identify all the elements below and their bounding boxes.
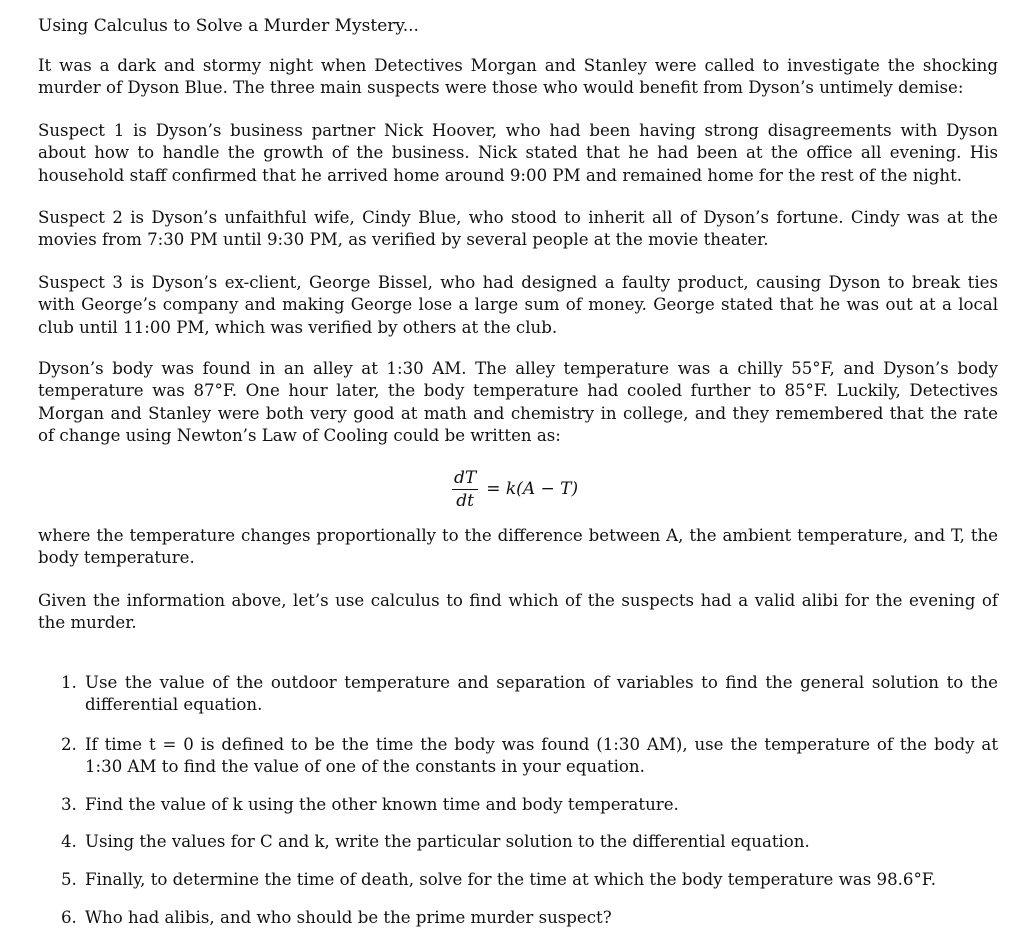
fraction-denominator: dt	[456, 490, 474, 511]
question-number: 1.	[61, 673, 77, 692]
task-paragraph: Given the information above, let’s use calculus to find which of the suspects had a valid alibi for the evening of the murder.	[38, 591, 998, 633]
question-text: If time t = 0 is defined to be the time the body was found (1:30 AM), use the temperature of the body at 1:30 AM to find the value of one of the constants in your equation.	[85, 735, 998, 777]
question-text: Finally, to determine the time of death, solve for the time at which the body temperature was 98.6°F.	[85, 870, 936, 889]
suspect-1-paragraph: Suspect 1 is Dyson’s business partner Nick Hoover, who had been having strong disagreements with Dyson about how to handle the growth of the business. Nick stated that he had been at the office all evening. His household staff confirmed that he arrived home around 9:00 PM and remained home for the rest of the night.	[38, 121, 998, 185]
evidence-paragraph: Dyson’s body was found in an alley at 1:30 AM. The alley temperature was a chilly 55°F, and Dyson’s body temperature was 87°F. One hour later, the body temperature had cooled further to 85°F. Luckily, Detectives Morgan and Stanley were both very good at math and chemistry in college, and they remembered that the rate of change using Newton’s Law of Cooling could be written as:	[38, 359, 998, 446]
derivative-fraction	[452, 468, 478, 511]
question-text: Who had alibis, and who should be the prime murder suspect?	[85, 908, 612, 927]
suspect-3-paragraph: Suspect 3 is Dyson’s ex-client, George Bissel, who had designed a faulty product, causing Dyson to break ties with George’s company and making George lose a large sum of money. George stated that he was out at a local club until 11:00 PM, which was verified by others at the club.	[38, 273, 998, 337]
document-title: Using Calculus to Solve a Murder Mystery...	[38, 16, 419, 36]
intro-paragraph: It was a dark and stormy night when Detectives Morgan and Stanley were called to investigate the shocking murder of Dyson Blue. The three main suspects were those who would benefit from Dyson’s untimely demise:	[38, 56, 998, 98]
question-number: 2.	[61, 735, 77, 754]
equation-right-side: = k(A − T)	[486, 479, 579, 499]
fraction-numerator: dT	[454, 467, 477, 488]
question-number: 6.	[61, 908, 77, 927]
question-number: 3.	[61, 795, 77, 814]
suspect-2-paragraph: Suspect 2 is Dyson’s unfaithful wife, Cindy Blue, who stood to inherit all of Dyson’s fortune. Cindy was at the movies from 7:30 PM until 9:30 PM, as verified by several people at the movie theater.	[38, 208, 998, 250]
question-number: 5.	[61, 870, 77, 889]
question-text: Find the value of k using the other known time and body temperature.	[85, 795, 679, 814]
question-text: Use the value of the outdoor temperature and separation of variables to find the general solution to the differential equation.	[85, 673, 998, 715]
question-number: 4.	[61, 832, 77, 851]
newtons-cooling-equation	[452, 463, 578, 515]
equation-explanation-paragraph: where the temperature changes proportionally to the difference between A, the ambient temperature, and T, the body temperature.	[38, 526, 998, 568]
question-text: Using the values for C and k, write the particular solution to the differential equation.	[85, 832, 810, 851]
